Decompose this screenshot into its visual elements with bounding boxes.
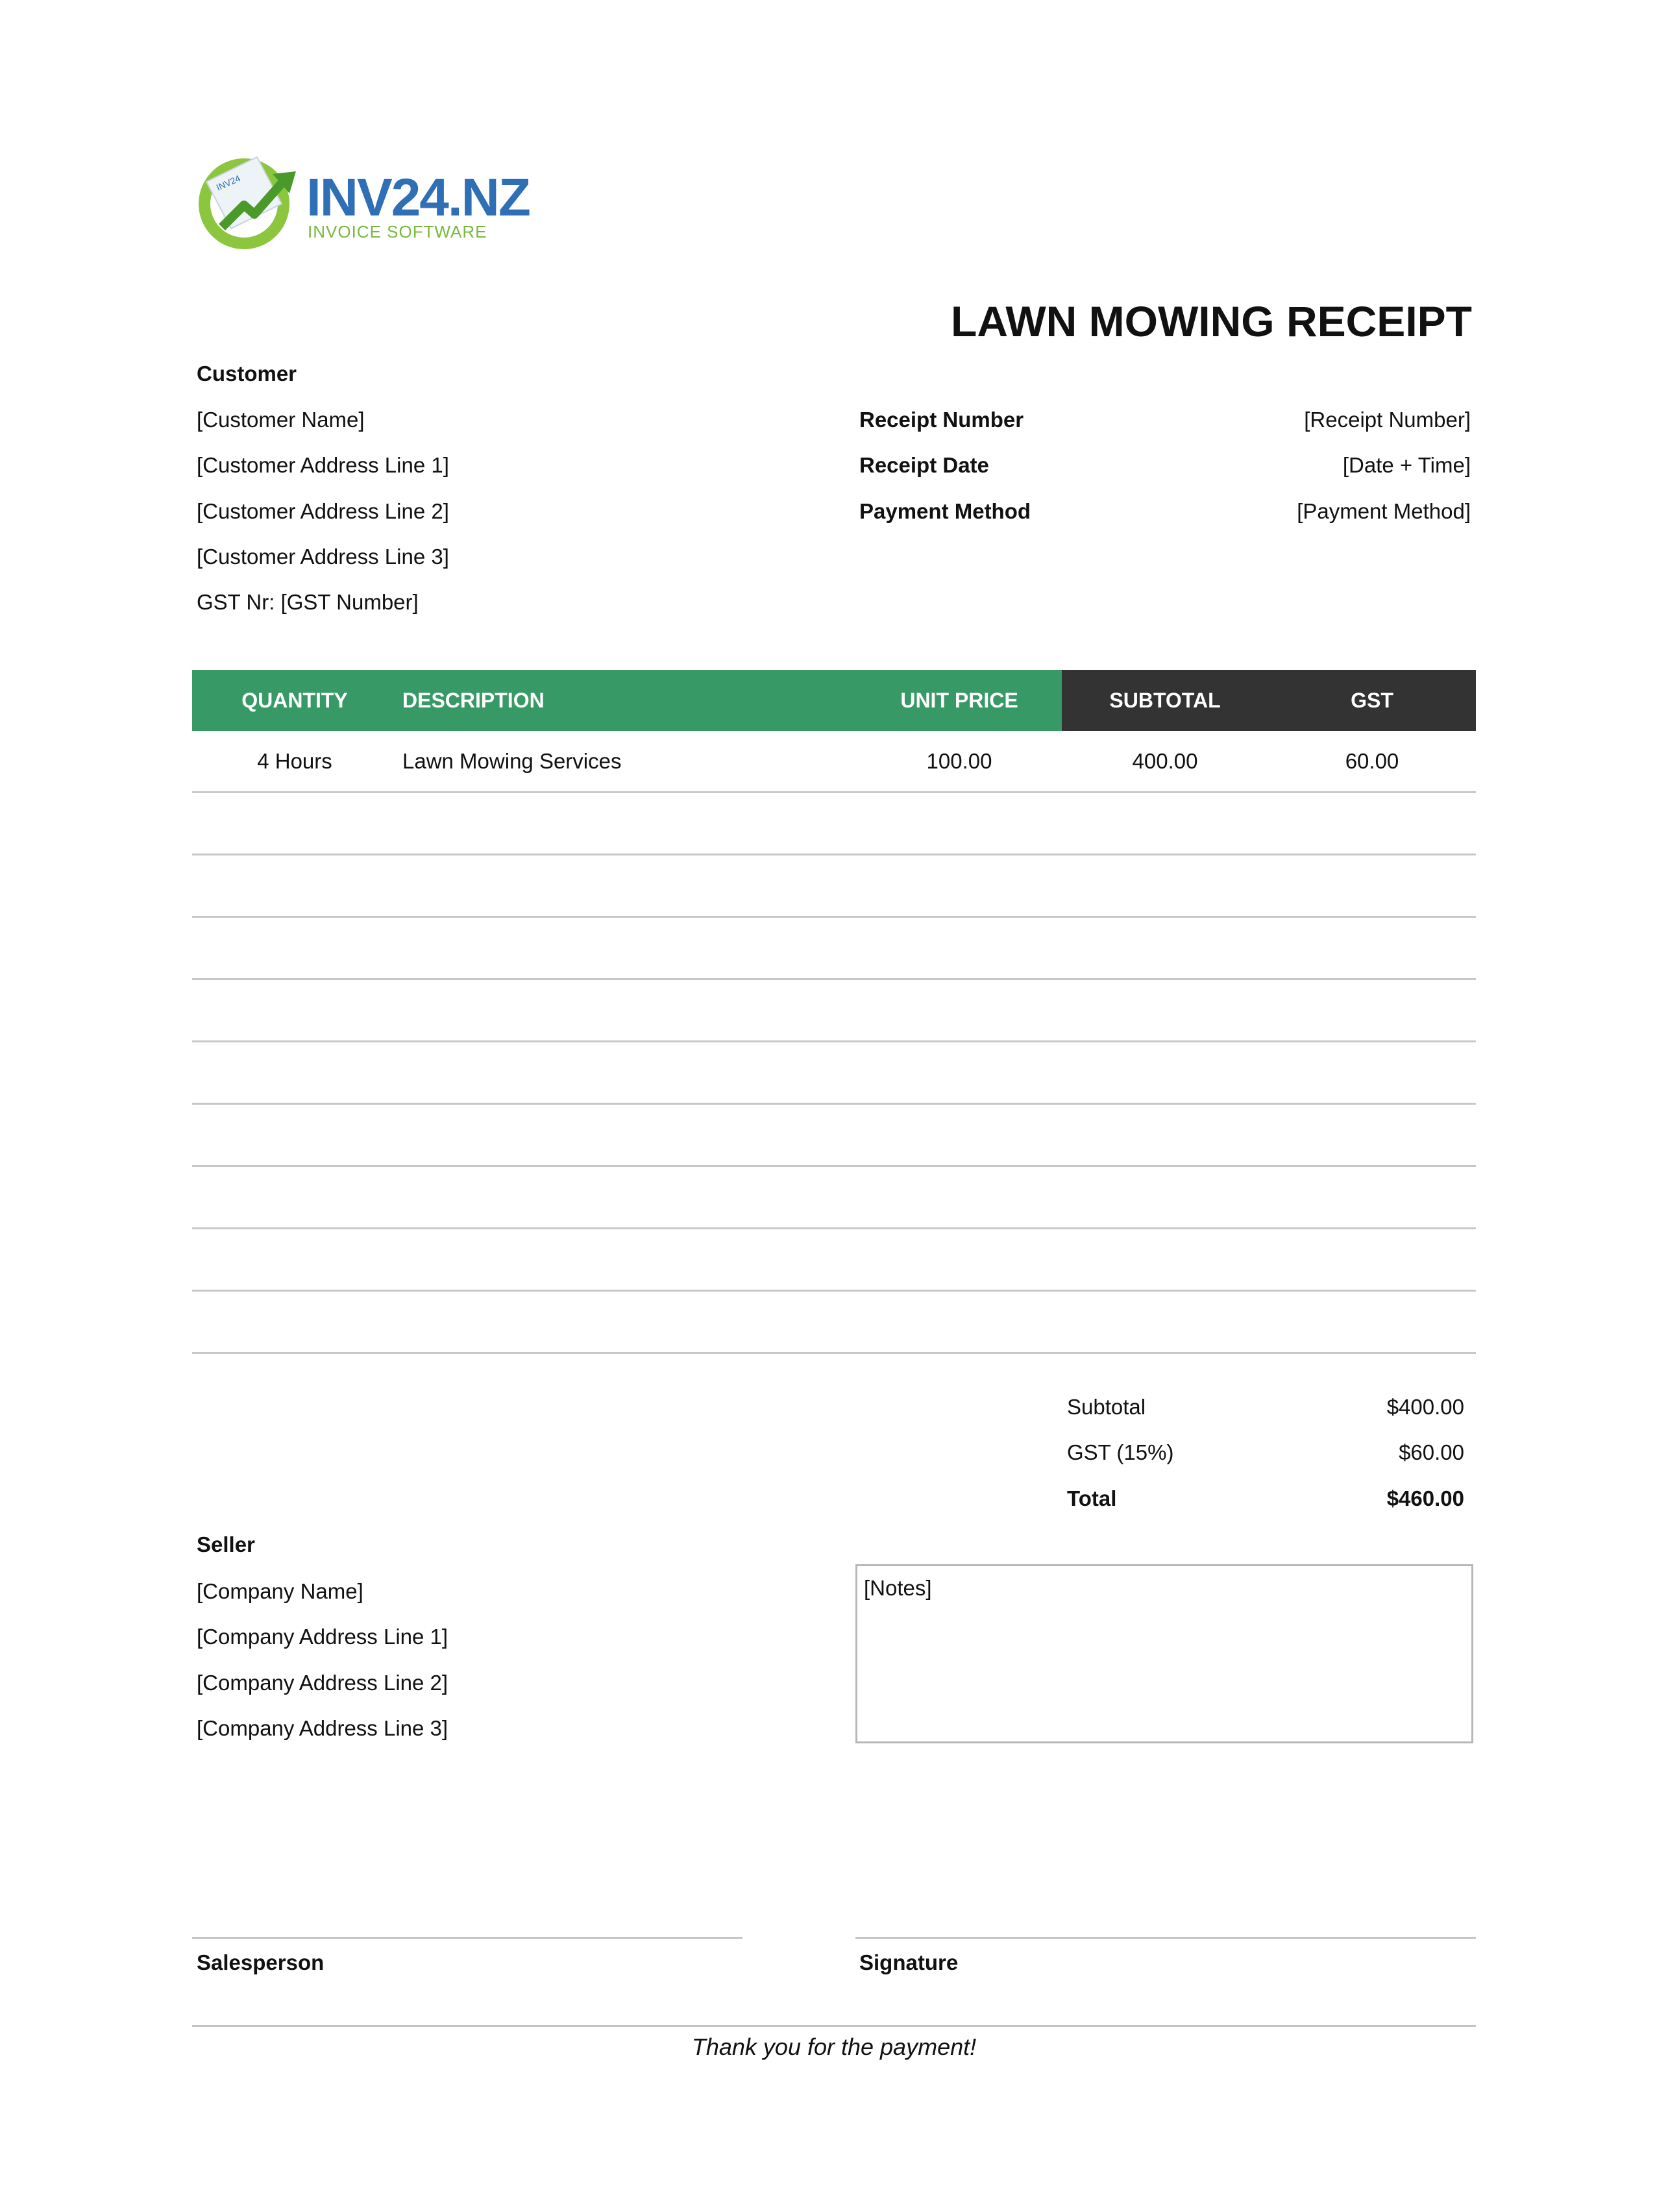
customer-address-line-2: [Customer Address Line 2] [197, 499, 449, 523]
table-row [192, 918, 1476, 980]
cell-quantity [192, 855, 397, 916]
cell-unit-price [857, 793, 1062, 854]
cell-description [402, 1292, 857, 1352]
receipt-number-label: Receipt Number [859, 408, 1024, 432]
signature-line [855, 1937, 1476, 1939]
cell-gst [1268, 1167, 1476, 1227]
cell-unit-price [857, 1042, 1062, 1103]
cell-gst [1268, 1292, 1476, 1352]
cell-description [402, 1105, 857, 1165]
customer-name: [Customer Name] [197, 408, 365, 432]
table-row [192, 1042, 1476, 1105]
cell-subtotal [1062, 855, 1268, 916]
subtotal-value: $400.00 [1386, 1395, 1464, 1419]
cell-gst [1268, 1229, 1476, 1290]
company-logo [192, 153, 530, 251]
table-row [192, 731, 1476, 793]
cell-subtotal [1062, 1229, 1268, 1290]
table-row [192, 1167, 1476, 1229]
line-items-table [192, 670, 1476, 1354]
thank-you-message: Thank you for the payment! [691, 2034, 977, 2060]
cell-unit-price [857, 980, 1062, 1040]
column-header-description: DESCRIPTION [402, 689, 545, 712]
payment-method-value: [Payment Method] [1297, 499, 1471, 523]
cell-subtotal [1062, 1042, 1268, 1103]
salesperson-label: Salesperson [197, 1950, 325, 1974]
company-name: [Company Name] [197, 1579, 363, 1603]
cell-quantity [192, 1229, 397, 1290]
cell-subtotal [1062, 1105, 1268, 1165]
gst-total-value: $60.00 [1399, 1440, 1464, 1464]
cell-description [402, 1229, 857, 1290]
seller-heading: Seller [197, 1532, 255, 1556]
column-header-unit-price: UNIT PRICE [900, 689, 1018, 712]
cell-unit-price: 100.00 [926, 749, 992, 773]
column-header-gst: GST [1351, 689, 1393, 712]
cell-unit-price [857, 918, 1062, 978]
receipt-date-label: Receipt Date [859, 453, 989, 477]
cell-unit-price [857, 855, 1062, 916]
cell-description [402, 1167, 857, 1227]
cell-description [402, 855, 857, 916]
cell-description: Lawn Mowing Services [402, 749, 622, 773]
customer-heading: Customer [197, 362, 297, 386]
footer-divider [192, 2025, 1476, 2027]
table-body [192, 731, 1476, 1354]
column-header-subtotal: SUBTOTAL [1109, 689, 1221, 712]
logo-icon [192, 153, 530, 251]
salesperson-line [192, 1937, 742, 1939]
cell-quantity [192, 980, 397, 1040]
cell-unit-price [857, 1229, 1062, 1290]
cell-description [402, 793, 857, 854]
table-header [192, 670, 1476, 731]
svg-text:INV24: INV24 [214, 173, 242, 193]
logo-name: INV24.NZ [306, 168, 530, 227]
customer-address-line-1: [Customer Address Line 1] [197, 453, 449, 477]
receipt-date-value: [Date + Time] [1342, 453, 1471, 477]
cell-description [402, 1042, 857, 1103]
cell-unit-price [857, 1105, 1062, 1165]
cell-quantity [192, 1167, 397, 1227]
cell-gst [1268, 855, 1476, 916]
subtotal-label: Subtotal [1067, 1395, 1146, 1419]
total-value: $460.00 [1386, 1486, 1464, 1510]
total-label: Total [1067, 1486, 1117, 1510]
payment-method-label: Payment Method [859, 499, 1031, 523]
gst-total-label: GST (15%) [1067, 1440, 1174, 1464]
cell-gst [1268, 1042, 1476, 1103]
cell-quantity: 4 Hours [257, 749, 332, 773]
table-row [192, 1105, 1476, 1167]
cell-gst: 60.00 [1345, 749, 1399, 773]
signature-label: Signature [859, 1950, 959, 1974]
cell-gst [1268, 793, 1476, 854]
cell-quantity [192, 793, 397, 854]
cell-description [402, 918, 857, 978]
cell-gst [1268, 918, 1476, 978]
table-row [192, 1229, 1476, 1292]
table-row [192, 1292, 1476, 1354]
cell-quantity [192, 918, 397, 978]
column-header-quantity: QUANTITY [241, 689, 348, 712]
cell-subtotal [1062, 1167, 1268, 1227]
cell-subtotal [1062, 980, 1268, 1040]
cell-unit-price [857, 1292, 1062, 1352]
cell-quantity [192, 1292, 397, 1352]
table-row [192, 980, 1476, 1042]
cell-subtotal [1062, 918, 1268, 978]
receipt-number-value: [Receipt Number] [1304, 408, 1471, 432]
cell-gst [1268, 980, 1476, 1040]
company-address-line-3: [Company Address Line 3] [197, 1716, 448, 1740]
customer-gst-number: GST Nr: [GST Number] [197, 590, 419, 614]
cell-unit-price [857, 1167, 1062, 1227]
company-address-line-1: [Company Address Line 1] [197, 1625, 448, 1649]
cell-description [402, 980, 857, 1040]
cell-subtotal: 400.00 [1132, 749, 1198, 773]
notes-text: [Notes] [864, 1576, 932, 1600]
table-row [192, 855, 1476, 918]
company-address-line-2: [Company Address Line 2] [197, 1671, 448, 1695]
customer-address-line-3: [Customer Address Line 3] [197, 545, 449, 569]
table-row [192, 793, 1476, 855]
document-title: LAWN MOWING RECEIPT [951, 297, 1472, 345]
cell-subtotal [1062, 1292, 1268, 1352]
cell-gst [1268, 1105, 1476, 1165]
cell-quantity [192, 1105, 397, 1165]
cell-quantity [192, 1042, 397, 1103]
notes-box[interactable] [855, 1564, 1473, 1743]
cell-subtotal [1062, 793, 1268, 854]
logo-tagline: INVOICE SOFTWARE [308, 222, 487, 241]
